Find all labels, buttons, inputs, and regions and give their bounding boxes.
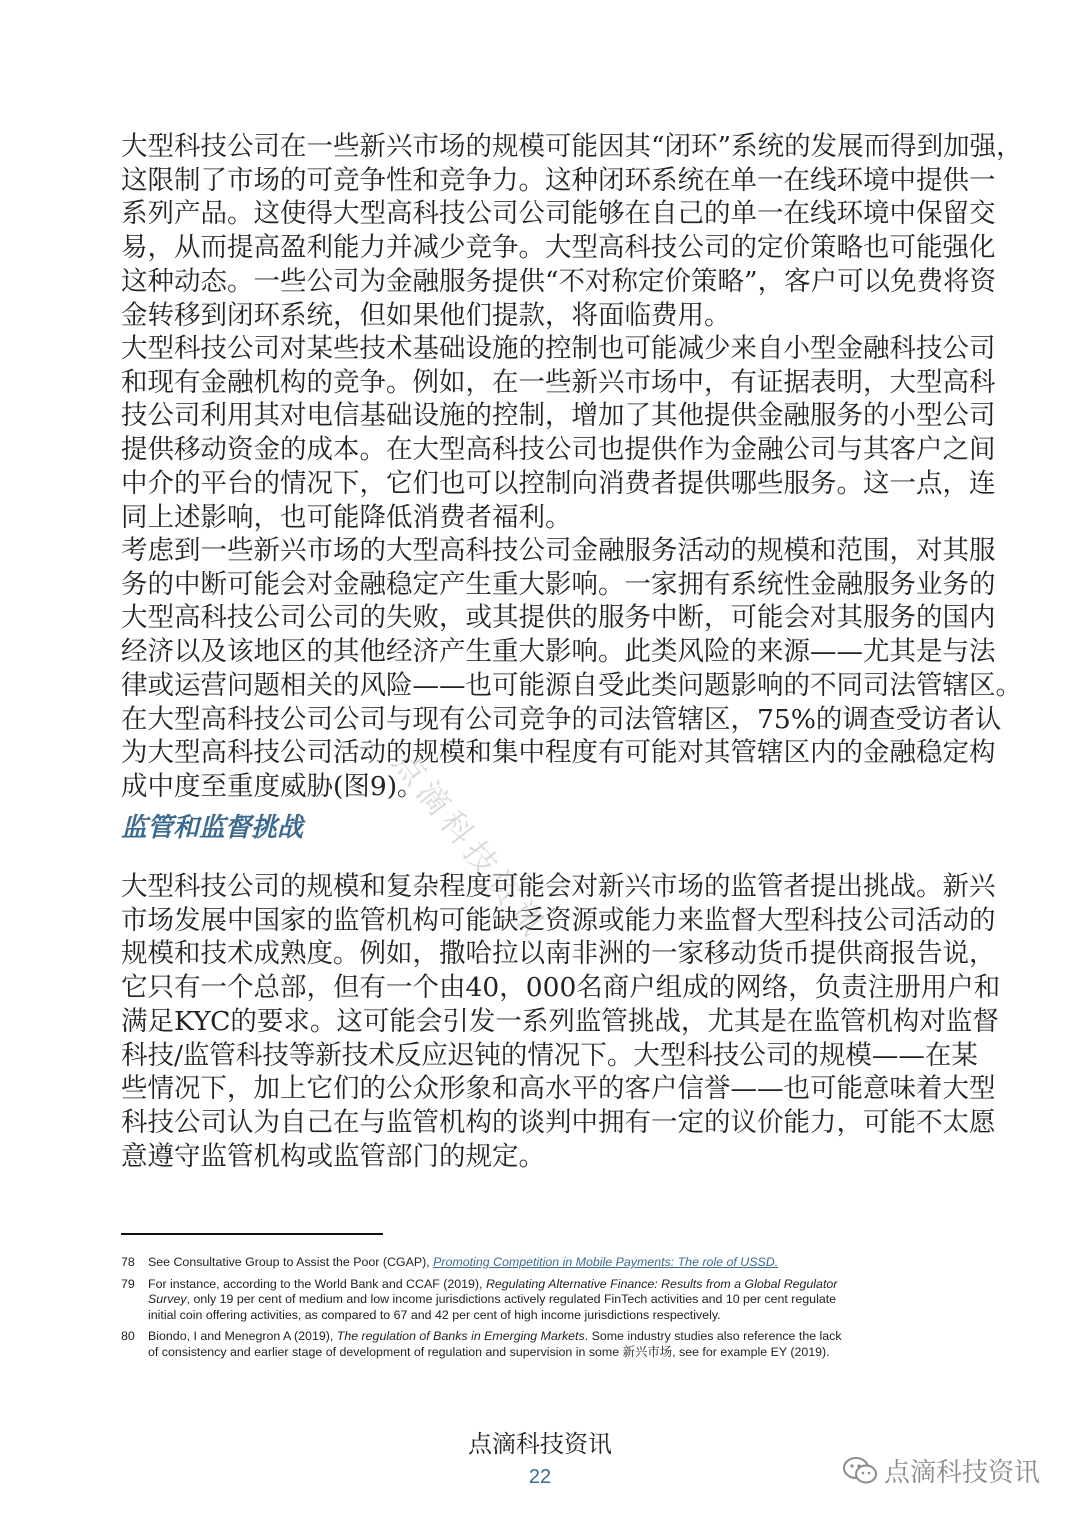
- paragraph-regulatory-challenges: [121, 870, 1001, 1173]
- text-line: 规模和技术成熟度。例如，撒哈拉以南非洲的一家移动货币提供商报告说，: [121, 938, 996, 970]
- footnote-line: [148, 1255, 971, 1271]
- watermark-brand-text: 点滴科技资讯: [884, 1458, 1041, 1488]
- footnote-text: Biondo, I and Menegron A (2019),: [148, 1329, 337, 1344]
- text-line: 科技公司认为自己在与监管机构的谈判中拥有一定的议价能力，可能不太愿: [121, 1106, 996, 1138]
- footnote-line: [148, 1292, 971, 1308]
- text-line: 易，从而提高盈利能力并减少竞争。大型高科技公司的定价策略也可能强化: [121, 232, 996, 264]
- text-line: 这种动态。一些公司为金融服务提供“不对称定价策略”，客户可以免费将资: [121, 265, 997, 297]
- footnote-text: , only 19 per cent of medium and low income jurisdictions actively regulated FinTech activities and 10 per cent regulate: [186, 1292, 837, 1307]
- text-line: 大型科技公司的规模和复杂程度可能会对新兴市场的监管者提出挑战。新兴: [121, 871, 996, 902]
- text-line: 它只有一个总部，但有一个由40，000名商户组成的网络，负责注册用户和: [121, 972, 1001, 1004]
- text-line: 和现有金融机构的竞争。例如，在一些新兴市场中，有证据表明，大型高科: [121, 366, 996, 398]
- text-line: 大型科技公司在一些新兴市场的规模可能因其“闭环”系统的发展而得到加强，: [121, 131, 1023, 162]
- text-line: 中介的平台的情况下，它们也可以控制向消费者提供哪些服务。这一点，连: [121, 467, 996, 499]
- footnote-title: Regulating Alternative Finance: Results from a Global Regulator: [485, 1276, 838, 1291]
- text-line: 经济以及该地区的其他经济产生重大影响。此类风险的来源——尤其是与法: [121, 636, 996, 668]
- text-line: 在大型高科技公司公司与现有公司竞争的司法管辖区，75%的调查受访者认: [121, 703, 1002, 735]
- footnote-line: initial coin offering activities, as compared to 67 and 42 per cent of high income jurisdictions respectively.: [148, 1307, 721, 1322]
- footnote-79: [121, 1277, 971, 1324]
- section-heading: 监管和监督挑战: [121, 813, 304, 843]
- text-line: 律或运营问题相关的风险——也可能源自受此类问题影响的不同司法管辖区。: [121, 669, 1022, 701]
- footnote-number: 78: [121, 1255, 135, 1269]
- text-line: 些情况下，加上它们的公众形象和高水平的客户信誉——也可能意味着大型: [121, 1073, 996, 1105]
- text-line: 意遵守监管机构或监管部门的规定。: [121, 1140, 545, 1172]
- paragraph-infrastructure-control: [121, 332, 996, 534]
- text-line: 提供移动资金的成本。在大型高科技公司也提供作为金融公司与其客户之间: [121, 434, 996, 466]
- text-line: 这限制了市场的可竞争性和竞争力。这种闭环系统在单一在线环境中提供一: [121, 164, 996, 196]
- footnote-number: 80: [121, 1329, 135, 1344]
- wechat-watermark: [842, 1452, 1040, 1489]
- text-line: 考虑到一些新兴市场的大型高科技公司金融服务活动的规模和范围，对其服: [121, 535, 996, 566]
- paragraph-financial-stability: [121, 534, 1022, 804]
- footnote-78: [121, 1255, 971, 1271]
- diagonal-watermark: 点滴科技资讯: [385, 743, 556, 947]
- footnote-title: Survey: [148, 1292, 187, 1307]
- text-line: 成中度至重度威胁(图9)。: [121, 770, 424, 802]
- footnote-line: [148, 1277, 971, 1293]
- footnote-text: For instance, according to the World Bank and CCAF (2019),: [148, 1276, 486, 1291]
- footnote-line: of consistency and earlier stage of development of regulation and supervision in some 新兴市场, see for example EY (2019).: [148, 1344, 830, 1359]
- footnote-text: . Some industry studies also reference the lack: [584, 1329, 842, 1344]
- text-line: 市场发展中国家的监管机构可能缺乏资源或能力来监督大型科技公司活动的: [121, 904, 996, 936]
- text-line: 系列产品。这使得大型高科技公司公司能够在自己的单一在线环境中保留交: [121, 198, 996, 230]
- text-line: 技公司利用其对电信基础设施的控制，增加了其他提供金融服务的小型公司: [121, 400, 996, 432]
- footnote-80: [121, 1329, 971, 1360]
- footnote-text: See Consultative Group to Assist the Poor (CGAP),: [148, 1255, 434, 1269]
- wechat-icon: [842, 1456, 878, 1486]
- footnote-number: 79: [121, 1276, 135, 1291]
- footnotes: [121, 1255, 971, 1367]
- footnote-title: The regulation of Banks in Emerging Markets: [336, 1329, 585, 1344]
- text-line: 为大型高科技公司活动的规模和集中程度有可能对其管辖区内的金融稳定构: [121, 737, 996, 769]
- footnote-link[interactable]: Promoting Competition in Mobile Payments: The role of USSD.: [433, 1255, 779, 1269]
- text-line: 同上述影响，也可能降低消费者福利。: [121, 501, 572, 533]
- page-number: 22: [528, 1466, 552, 1488]
- text-line: 务的中断可能会对金融稳定产生重大影响。一家拥有系统性金融服务业务的: [121, 568, 996, 600]
- text-line: 大型科技公司对某些技术基础设施的控制也可能减少来自小型金融科技公司: [121, 333, 996, 364]
- footer-brand-text: 点滴科技资讯: [468, 1430, 612, 1458]
- footnote-separator: [121, 1233, 383, 1235]
- footnote-line: [148, 1329, 971, 1345]
- text-line: 科技/监管科技等新技术反应迟钝的情况下。大型科技公司的规模——在某: [121, 1039, 978, 1071]
- paragraph-closed-loop: [121, 130, 1023, 332]
- text-line: 金转移到闭环系统，但如果他们提款，将面临费用。: [121, 299, 731, 331]
- text-line: 大型高科技公司公司的失败，或其提供的服务中断，可能会对其服务的国内: [121, 602, 996, 634]
- text-line: 满足KYC的要求。这可能会引发一系列监管挑战，尤其是在监管机构对监督: [121, 1005, 999, 1037]
